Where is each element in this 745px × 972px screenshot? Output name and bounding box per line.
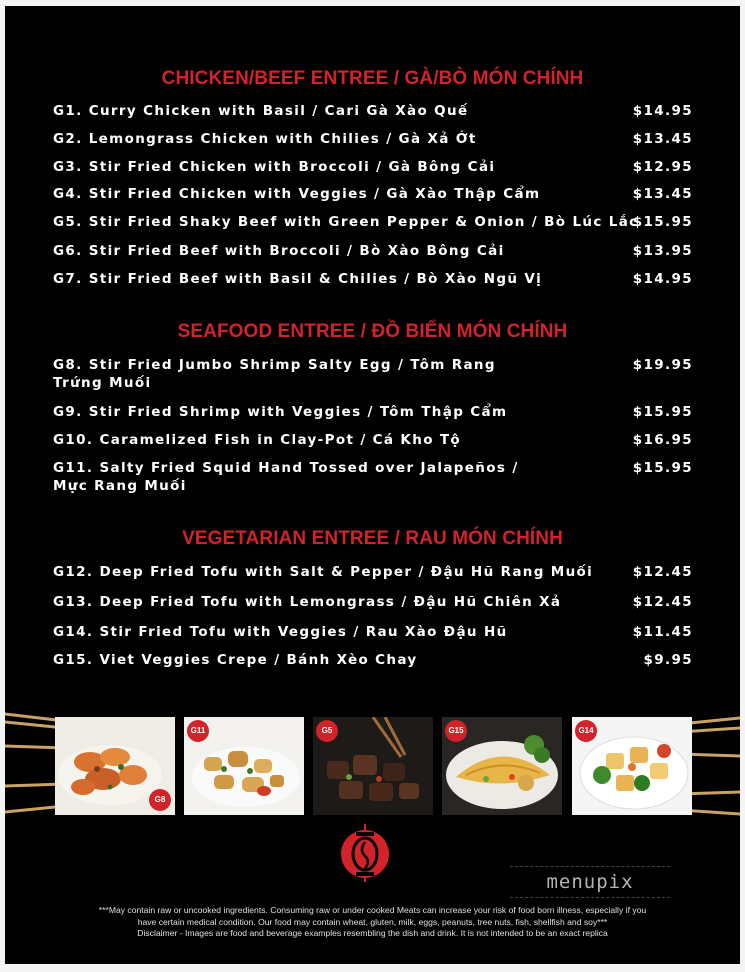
- photo-strip: [5, 706, 740, 826]
- item-price: $13.45: [632, 131, 693, 147]
- section-title-chicken-beef: CHICKEN/BEEF ENTREE / GÀ/BÒ MÓN CHÍNH: [161, 68, 584, 89]
- item-name: G14. Stir Fried Tofu with Veggies / Rau Xào Đậu Hũ: [53, 624, 508, 640]
- food-photo-beef: [313, 717, 433, 815]
- item-name: G9. Stir Fried Shrimp with Veggies / Tôm Thập Cẩm: [53, 404, 508, 420]
- item-price: $12.95: [632, 159, 693, 175]
- dish-badge: G5: [316, 720, 338, 742]
- dish-badge: G14: [575, 720, 597, 742]
- item-name: G6. Stir Fried Beef with Broccoli / Bò Xào Bông Cải: [53, 243, 505, 259]
- item-price: $15.95: [632, 460, 693, 476]
- item-name: G13. Deep Fried Tofu with Lemongrass / Đậu Hũ Chiên Xả: [53, 594, 562, 610]
- lantern-logo: [339, 824, 391, 882]
- section-title-seafood: SEAFOOD ENTREE / ĐỒ BIỂN MÓN CHÍNH: [177, 321, 568, 342]
- food-photo-crepe: [442, 717, 562, 815]
- disclaimer-text: [45, 905, 700, 940]
- item-price: $14.95: [632, 271, 693, 287]
- item-price: $15.95: [632, 404, 693, 420]
- item-price: $13.95: [632, 243, 693, 259]
- section-title-vegetarian: VEGETARIAN ENTREE / RAU MÓN CHÍNH: [182, 528, 563, 549]
- food-photo-squid: [184, 717, 304, 815]
- item-name: [53, 459, 628, 495]
- menupix-watermark: menupix: [510, 866, 670, 898]
- item-name-line2: Mực Rang Muối: [53, 478, 187, 494]
- disclaimer-line-2: have certain medical condition. Our food may contain wheat, gluten, milk, eggs, peanuts, tree nuts, fish, shellfish and soy***: [137, 916, 608, 927]
- food-photo-tofu: [572, 717, 692, 815]
- item-name-line1: G8. Stir Fried Jumbo Shrimp Salty Egg / Tôm Rang: [53, 357, 496, 373]
- item-price: $16.95: [632, 432, 693, 448]
- dish-badge: G8: [149, 789, 171, 811]
- item-price: $13.45: [632, 186, 693, 202]
- dish-badge: G11: [187, 720, 209, 742]
- item-price: $12.45: [632, 564, 693, 580]
- item-name: G7. Stir Fried Beef with Basil & Chilies / Bò Xào Ngũ Vị: [53, 271, 543, 287]
- item-price: $15.95: [632, 214, 693, 230]
- item-name: [53, 356, 628, 392]
- item-name: G4. Stir Fried Chicken with Veggies / Gà Xào Thập Cẩm: [53, 186, 541, 202]
- item-name: G2. Lemongrass Chicken with Chilies / Gà Xả Ớt: [53, 131, 477, 147]
- item-name: G5. Stir Fried Shaky Beef with Green Pepper & Onion / Bò Lúc Lắc: [53, 214, 639, 230]
- item-name: G1. Curry Chicken with Basil / Cari Gà Xào Quế: [53, 103, 469, 119]
- item-name: G3. Stir Fried Chicken with Broccoli / Gà Bông Cải: [53, 159, 496, 175]
- disclaimer-line-1: ***May contain raw or uncooked ingredients. Consuming raw or under cooked Meats can increase your risk of food born illness, especially if you: [98, 905, 647, 915]
- item-name: G15. Viet Veggies Crepe / Bánh Xèo Chay: [53, 652, 418, 668]
- item-price: $11.45: [632, 624, 693, 640]
- item-name-line1: G11. Salty Fried Squid Hand Tossed over Jalapeños /: [53, 460, 519, 476]
- item-price: $12.45: [632, 594, 693, 610]
- item-price: $9.95: [643, 652, 693, 668]
- item-price: $19.95: [632, 357, 693, 373]
- item-name-line2: Trứng Muối: [53, 375, 152, 391]
- dish-badge: G15: [445, 720, 467, 742]
- menu-page: [5, 6, 740, 964]
- item-name: G10. Caramelized Fish in Clay-Pot / Cá Kho Tộ: [53, 432, 462, 448]
- item-name: G12. Deep Fried Tofu with Salt & Pepper / Đậu Hũ Rang Muối: [53, 564, 594, 580]
- item-price: $14.95: [632, 103, 693, 119]
- food-photo-shrimp: [55, 717, 175, 815]
- disclaimer-line-3: Disclaimer - Images are food and beverage examples resembling the dish and drink. It is not intended to be an exact replica: [137, 928, 608, 938]
